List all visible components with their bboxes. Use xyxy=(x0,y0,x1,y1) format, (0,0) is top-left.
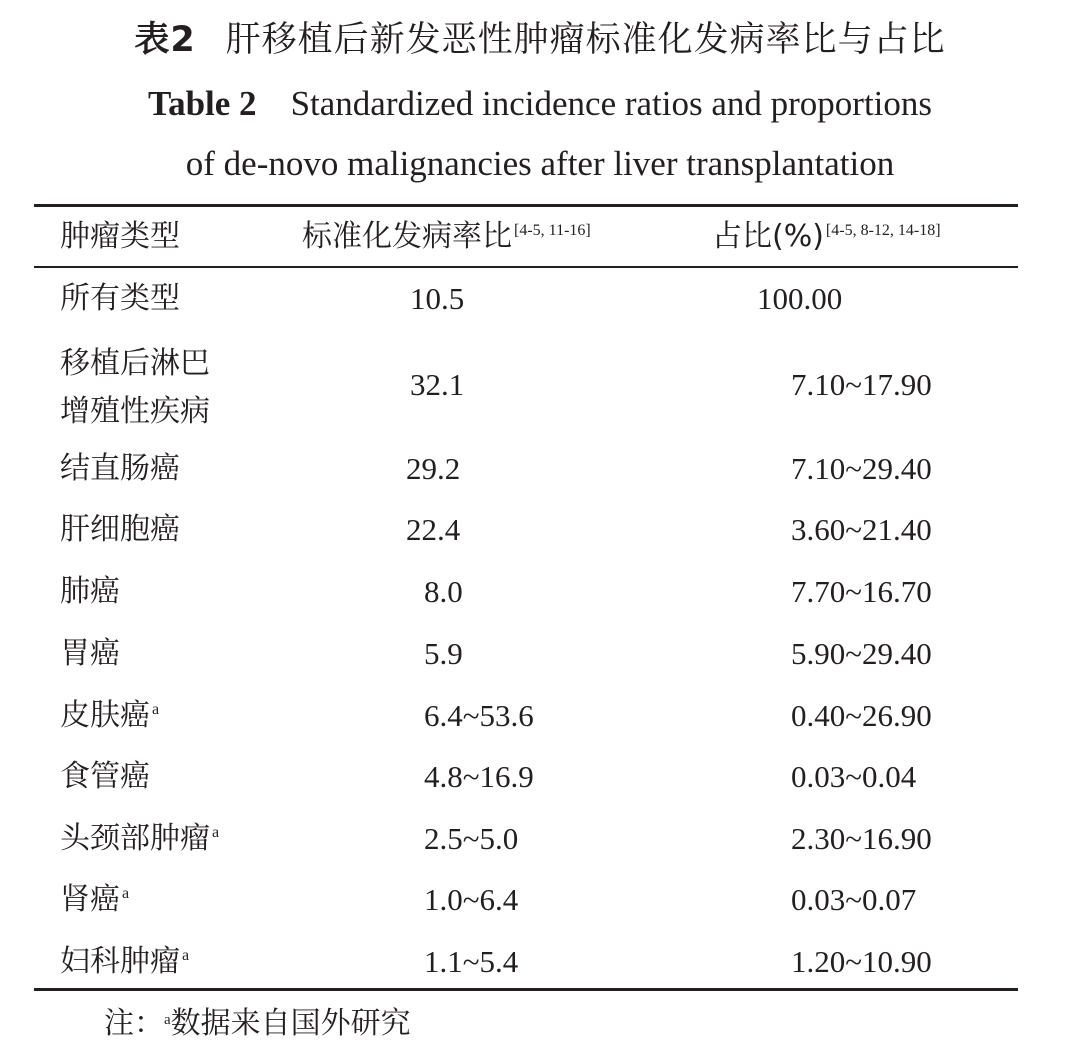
table-title-cn xyxy=(0,18,1080,62)
row-sir-value: 32.1 xyxy=(410,367,465,402)
row-tumor-type xyxy=(60,819,219,859)
footnote-text: 数据来自国外研究 xyxy=(170,1006,411,1041)
tumor-name-line: 肾癌 xyxy=(60,882,120,917)
row-sir-value: 1.1~5.4 xyxy=(424,944,519,979)
tumor-name-line: 肺癌 xyxy=(60,574,120,609)
row-sir-value: 8.0 xyxy=(424,574,463,609)
row-tumor-type xyxy=(60,757,150,797)
row-sir-value: 5.9 xyxy=(424,636,463,671)
row-sir-value: 29.2 xyxy=(406,451,461,486)
tumor-name-line: 妇科肿瘤 xyxy=(60,944,180,979)
tumor-name-line: 所有类型 xyxy=(60,281,180,316)
table-number-cn: 表2 xyxy=(134,20,196,60)
header-sir xyxy=(302,217,591,257)
header-sir-ref: [4-5, 11-16] xyxy=(514,222,591,239)
row-proportion-value: 2.30~16.90 xyxy=(791,821,932,856)
tumor-name-line: 增殖性疾病 xyxy=(60,394,210,429)
row-sir-value: 2.5~5.0 xyxy=(424,821,519,856)
foreign-data-mark: a xyxy=(122,885,130,902)
row-sir-value: 4.8~16.9 xyxy=(424,759,534,794)
row-proportion-value: 3.60~21.40 xyxy=(791,512,932,547)
header-proportion-ref: [4-5, 8-12, 14-18] xyxy=(825,222,941,239)
row-tumor-type xyxy=(60,340,210,436)
table-title-en-line2: of de-novo malignancies after liver transplantation xyxy=(185,144,895,183)
row-proportion-value: 0.40~26.90 xyxy=(791,698,932,733)
header-sir-label: 标准化发病率比 xyxy=(302,219,512,254)
row-tumor-type xyxy=(60,880,129,920)
table-title-en-line1 xyxy=(0,82,1080,126)
top-rule xyxy=(34,204,1018,207)
footnote-mark: a xyxy=(164,1012,171,1028)
table-footnote xyxy=(104,1004,411,1044)
tumor-name-line: 结直肠癌 xyxy=(60,451,180,486)
row-sir-value: 10.5 xyxy=(410,281,465,316)
footnote-label: 注： xyxy=(104,1006,164,1041)
row-proportion-value: 1.20~10.90 xyxy=(791,944,932,979)
row-proportion-value: 7.10~29.40 xyxy=(791,451,932,486)
header-tumor-type: 肿瘤类型 xyxy=(60,219,180,254)
foreign-data-mark: a xyxy=(152,701,160,718)
row-sir-value: 22.4 xyxy=(406,512,461,547)
foreign-data-mark: a xyxy=(182,947,190,964)
row-proportion-value: 0.03~0.07 xyxy=(791,882,917,917)
tumor-name-line: 移植后淋巴 xyxy=(60,346,210,381)
row-sir-value: 6.4~53.6 xyxy=(424,698,534,733)
row-proportion-value: 100.00 xyxy=(757,281,843,316)
row-proportion-value: 7.10~17.90 xyxy=(791,367,932,402)
table-title-text-en-1: Standardized incidence ratios and proportions xyxy=(290,84,933,123)
row-tumor-type xyxy=(60,572,120,612)
table-number-en: Table 2 xyxy=(147,84,257,123)
row-sir-value: 1.0~6.4 xyxy=(424,882,519,917)
tumor-name-line: 胃癌 xyxy=(60,636,120,671)
foreign-data-mark: a xyxy=(212,824,220,841)
tumor-name-line: 肝细胞癌 xyxy=(60,512,180,547)
header-proportion xyxy=(712,217,941,257)
row-tumor-type xyxy=(60,510,180,550)
table-title-text-cn: 肝移植后新发恶性肿瘤标准化发病率比与占比 xyxy=(225,20,946,60)
row-proportion-value: 7.70~16.70 xyxy=(791,574,932,609)
row-tumor-type xyxy=(60,279,180,319)
header-proportion-label: 占比(%) xyxy=(712,219,824,254)
header-rule xyxy=(34,266,1018,268)
row-tumor-type xyxy=(60,449,180,489)
tumor-name-line: 头颈部肿瘤 xyxy=(60,821,210,856)
row-tumor-type xyxy=(60,942,189,982)
row-tumor-type xyxy=(60,634,120,674)
row-proportion-value: 0.03~0.04 xyxy=(791,759,917,794)
bottom-rule xyxy=(34,988,1018,991)
row-tumor-type xyxy=(60,696,159,736)
tumor-name-line: 皮肤癌 xyxy=(60,698,150,733)
tumor-name-line: 食管癌 xyxy=(60,759,150,794)
row-proportion-value: 5.90~29.40 xyxy=(791,636,932,671)
